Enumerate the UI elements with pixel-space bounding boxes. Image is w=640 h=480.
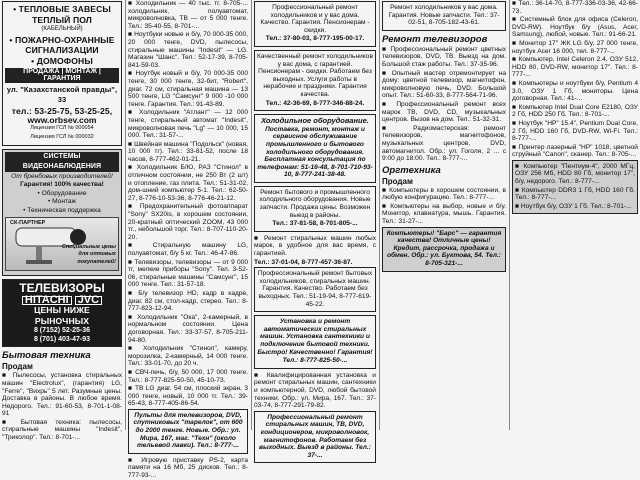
ad-phone: Тел.: 37-81-58, 8-701-805-... xyxy=(272,220,358,228)
tv-ad-phone-2: 8 (701) 403-47-93 xyxy=(33,335,91,343)
classified-item: ■ Телевизоры, телевизоры — от 9 000 тг, мелкие приборы "Sony". Тел. 3-52-06, стиральные машины "Самсунг", 15 000 тенге. Тел.: 31-57-18. xyxy=(128,258,248,289)
fridge-repair-ad-3 xyxy=(254,186,376,232)
classified-item: ■ Ноутбук новый и б/у, 70 000-35 000 тенге, 30 000 тенге, 32-бит, "Robert", диаг. 72 см, стиральная машина — 13 500 тенге, LG "Самсунг" 9 000 -10 000 тенге. Гарантия. Тел.: 91-43-89. xyxy=(128,70,248,108)
subsection-sell: Продам xyxy=(2,362,33,372)
column-1 xyxy=(2,0,122,442)
classified-item: ■ Холодильник — 40 тыс. тг. 8-705-... холодильник, полуавтомат, микроволновка, ТВ — от 5 000 тенге. Тел.: 35-40-55, 8-701-... xyxy=(128,0,248,30)
column-4 xyxy=(382,0,506,430)
classified-item: ■ Компьютеры и ноутбуки б/у, Pentium 4 3.0, ОЗУ 1 Гб, мониторы. Цена договорная. Тел.: 41-... xyxy=(512,79,638,103)
ad-line-warm-floor: ТЕПЛЫЙ ПОЛ xyxy=(32,15,92,25)
column-divider xyxy=(379,0,380,430)
column-2 xyxy=(128,0,248,480)
classified-item: ■ Холодильник "Атлант" — 12 000 тенге, стиральный автомат "Indesit", микроволновая печь "Lg" — 10 000, 15 000. Тел.: 31-57-... xyxy=(128,109,248,140)
cctv-list-item: • Оборудование xyxy=(37,189,87,197)
classified-item: ■ Холодильник Б/Ю, РАЗ "Стинол" в отличном состоянии, не 250 Вт (2 шт) и отопление, газ плита. Тел.: 51-31-02, дом-шний компьютер 5-1. Тел.: 62-50-27, 8-776-10-53-36, 8-776-46-21-12. xyxy=(128,164,248,202)
camera-caption: Специальные цены для оптовых покупателей! xyxy=(61,243,116,265)
classified-item: ■ Холодильник "Стинол", камеру, морозилка, 2-камерный, 14 000 тенге. Тел.: 33-01-70, до 20 ч. xyxy=(128,345,248,368)
camera-image xyxy=(5,217,119,271)
remote-controls-ad xyxy=(128,409,248,454)
classified-item: ■ Ноутбук "HP" 15.4", Pentium Dual Core, 2 Гб, HDD 160 Гб, DVD-RW, Wi-Fi. Тел.: 8-777-... xyxy=(512,119,638,143)
camera-brand: СК-ПАРТНЕР xyxy=(10,219,46,226)
fridge-repair-ad-2 xyxy=(254,50,376,111)
cctv-ad xyxy=(2,149,122,276)
washer-install-ad xyxy=(254,315,376,369)
ad-line-cable: (КАБЕЛЬНЫЙ) xyxy=(41,26,83,32)
classified-item: ■ Игровую приставку PS-2, карта памяти на 16 Мб, 25 дисков. Тел.: 8-777-93-... xyxy=(128,456,248,480)
ad-title: Холодильное оборудование. xyxy=(261,116,369,126)
cctv-title: СИСТЕМЫ ВИДЕОНАБЛЮДЕНИЯ xyxy=(5,152,119,172)
ad-text: Профессиональный ремонт холодильников и у вас дома. Качество. Гарантия. Пенсионерам - скидки. xyxy=(260,4,370,34)
classified-item: ■ Радиомастерская: ремонт телевизоров, магнитофонов, музыкальных центров, DVD, автомагнитол. Обр.: ул. Гоголя, 2 ... с 9:00 до 18:00. Тел.: 8-777-... xyxy=(382,124,506,163)
subsection-sell: Продам xyxy=(382,176,413,186)
classified-item: ■ Тел.: 36-14-70, 8-777-336-03-36, 42-66-73. xyxy=(512,0,638,15)
classified-item: ■ ТВ LG диаг. 54 см, плоский экран, 3 000 тенге, новый, 10 000 тг. Тел.: 39-65-43, 8-777-405-86-54. xyxy=(128,385,248,408)
company-phones: тел.: 53-25-75, 53-25-25, xyxy=(11,105,113,116)
tv-ad xyxy=(2,279,122,348)
company-address: ул. "Казахстанской правды", 33 xyxy=(6,84,118,104)
section-heading-tv-repair: Ремонт телевизоров xyxy=(382,33,488,45)
column-divider xyxy=(509,0,510,430)
column-5 xyxy=(512,0,638,430)
company-website: www.orbsev.com xyxy=(27,114,97,125)
classified-item: ■ Бытовая техника: пылесосы, стиральные машины "Indesit", "Триколор". Тел.: 8-701-... xyxy=(2,418,122,442)
classified-item: Тел.: 37-01-04, 8-777-457-36-87. xyxy=(254,258,353,266)
tv-brand-row xyxy=(5,293,119,306)
ad-phone: Тел.: 42-36-69, 8-777-346-88-24. xyxy=(265,99,365,107)
cctv-subtitle-2: Гарантия! 100% качества! xyxy=(20,181,104,189)
classified-item: ■ Опытный мастер отремонтирует на дому: цветной телевизор, магнитофон, микроволновую печь, DVD. Большой опыт. Тел.: 51-60-33, 8-777-564-71-96. xyxy=(382,69,506,100)
fridge-home-repair-ad xyxy=(382,1,506,31)
section-heading-office-equipment: Оргтехника xyxy=(382,164,441,176)
classified-item: ■ Компьютер DDR3 1 Гб, HDD 160 Гб. Тел.: 8-777-... xyxy=(515,186,635,202)
classified-item: ■ Принтер лазерный "HP" 1018, цветной струйный "Canon", сканер. Тел.: 8-705-... xyxy=(512,143,638,159)
ad-text: Профессиональный ремонт стиральных машин, ТВ, DVD, кондиционеров, микроволновок, магнитофонов. Работаем без выходных. Выезд в районы. Тел.: 37-... xyxy=(259,413,371,459)
tv-ad-phone: 8 (7152) 52-25-36 xyxy=(33,327,91,335)
cctv-list-item: • Монтаж xyxy=(47,198,77,206)
remote-controls-ad-text: Пульты для телевизоров, DVD, спутниковых "тарелок", от 600 до 2000 тенге. Новые. Обр.: ул. Мира, 167, маг. "Техн" (около тельевой лавки). Тел.: 8-777-... xyxy=(133,411,243,450)
classified-item: ■ Компьютер Intel Dual Core E2180, ОЗУ 2 Гб, HDD 250 Гб. Тел.: 8-701-... xyxy=(512,103,638,119)
tv-ad-line-2: РЫНОЧНЫХ xyxy=(34,316,90,327)
classified-item: ■ Компьютеры на выбор, новые и б/у. Монитор, клавиатура, мышь. Гарантия. Тел.: 31-27-... xyxy=(382,202,506,226)
classified-item: ■ СВЧ-печь, б/у, 50 000, 17 000 тенге. Тел.: 8-777-825-50-50, 45-10-73. xyxy=(128,368,248,384)
ad-text: Ремонт бытового и промышленного холодильного оборудования. Новые запчасти. Продажа цены. Возможен выезд в районы. xyxy=(259,188,371,219)
column-3 xyxy=(254,0,376,459)
license-number-2: Лицензия ГСЛ № 000032 xyxy=(30,133,94,140)
washer-repair-ad xyxy=(254,267,376,312)
classified-item: ■ Системный блок для офиса (Celeron, DVD-RW). Ноутбук б/у (Asus, Acer, Samsung), любой, новые. Тел.: 91-66-21. xyxy=(512,16,638,39)
classified-item: ■ Ноутбуки новые и б/у, 70 000-35 000, 20 000 тенге, DVD, пылесосы, стиральные машины "Indesit" — LG. Магазин "Шанс". Тел.: 52-17-39, 8-705-841-59-03. xyxy=(128,31,248,69)
refrigeration-equipment-ad xyxy=(254,114,376,183)
section-heading-appliances: Бытовая техника xyxy=(2,350,91,362)
fridge-repair-ad-1 xyxy=(254,1,376,47)
ad-line-fire-alarm: • ПОЖАРНО-ОХРАННЫЕ СИГНАЛИЗАЦИИ xyxy=(9,34,115,55)
classified-item: ■ Компьютер "Пентиум-4", 2000 МГц, ОЗУ 256 Мб, HDD 80 Гб, монитор 17", б/у, недорого. Тел.: 8-777-... xyxy=(515,162,635,186)
license-number: Лицензия ГСЛ № 000054 xyxy=(30,125,94,132)
ad-line-intercom: • ДОМОФОНЫ xyxy=(31,55,93,66)
classified-item: ■ Стиральную машину LG, полуавтомат, б/у 5 кг. Тел.: 46-47-86. xyxy=(128,242,248,257)
cctv-list-item: • Техническая поддержка xyxy=(23,206,101,214)
ad-text: Профессиональный ремонт бытовых холодильников, стиральных машин. Гарантия. Качество. Работаем без выходных. Тел.: 51-19-94, 8-777-619-45-22. xyxy=(257,270,373,308)
appliance-repair-ad xyxy=(254,411,376,464)
classified-item: ■ Компьютер. Intel Celeron 2.4, ОЗУ 512, HDD 80, DVD-RW, монитор 17". Тел.: 8-777-... xyxy=(512,56,638,79)
classified-item: ■ Холодильник "Ока", 2-камерный, в нормальном состоянии. Цена договорная. Тел.: 33-37-57, 8-705-211-94-80. xyxy=(128,313,248,344)
ad-phone: Тел.: 37-80-03, 8-777-195-00-17. xyxy=(265,35,365,43)
classified-item: ■ Квалифицированная установка и ремонт стиральных машин, сантехники и компьютерной, DVD, любой бытовой техники. Обр.: ул. Мира, 167. Тел.: 37-03-74, 8-777-291-79-82. xyxy=(254,371,376,410)
tv-brand-hitachi: HITACHI xyxy=(22,296,72,306)
ad-text: Поставка, ремонт, монтаж и сервисное обслуживание промышленного и бытового холодильного оборудования. Бесплатная консультация по телефонам: 51-16-48, 8-701-710-93-10, 8-777-241-38-48. xyxy=(257,125,373,179)
ad-text: Ремонт холодильников у вас дома. Гарантия. Новые запчасти. Тел.: 37-02-51, 8-705-182-43-61. xyxy=(388,4,500,27)
classified-item: ■ Профессиональный ремонт всех марок ТВ, DVD, CD, музыкальных центров. Вызов на дом. Тел.: 51-32-31. xyxy=(382,100,506,124)
cctv-subtitle-1: От бренбовых производителей! xyxy=(11,172,113,180)
tv-ad-title: ТЕЛЕВИЗОРЫ xyxy=(19,280,105,295)
column-divider xyxy=(251,0,252,430)
column-divider xyxy=(125,0,126,430)
classified-item: ■ Профессиональный ремонт цветных телевизоров, DVD, ТВ. Выезд на дом. Большой стаж работы. Тел.: 37-35-96. xyxy=(382,45,506,68)
ad-phone: Тел.: 8-777-825-50-... xyxy=(282,357,348,365)
ad-text: Качественный ремонт холодильников у вас дома, с гарантией. Пенсионерам - скидки. Работаем без выходных. Услуги работы в нерабочие и праздники. Гарантия качества. xyxy=(257,52,373,98)
classified-item: ■ Компьютеры в хорошем состоянии, в любую конфигурацию. Тел.: 8-777-... xyxy=(382,186,506,202)
ad-text: Установка и ремонт автоматических стиральных машин. Установка сантехники и подключение бытовой техники. Быстро! Качественно! Гарантия! xyxy=(257,318,373,356)
classified-item: ■ Монитор 17" ЖК LG б/у, 27 000 тенге, ноутбук Acer 16 000, тел. 8-777-... xyxy=(512,39,638,55)
tv-brand-jvc: JVC xyxy=(75,296,102,306)
sale-banner: ПРОДАЖА | МОНТАЖ | ГАРАНТИЯ xyxy=(5,68,119,83)
classified-item: ■ Пылесосы, установка стиральных машин "Electrolux", (гарантия) LG, "Ferre", "Вихрь" 5 лет. Разумные цены. Доставка в районы. В любое время. Недорого. Тел.: 91-60-53, 8-701-1-08-91 xyxy=(2,372,122,418)
classified-item: ■ Швейная машина "Подольск" (новая, 10 000 тг). Тел.: 33-81-52, после 18 часов, 8-777-462-01-21. xyxy=(128,140,248,163)
computer-store-ad xyxy=(382,227,506,272)
classified-item: ■ Ноутбук б/у, ОЗУ 1 Гб. Тел.: 8-701-... xyxy=(515,202,632,210)
ad-text: Компьютеры! "Барс" — гарантия качества! Отличные цены! Кредит, рассрочка, продажа и обмен. Обр.: ул. Буктова, 54. Тел.: 8-705-321-... xyxy=(386,229,502,268)
tv-ad-line-1: ЦЕНЫ НИЖЕ xyxy=(34,305,90,316)
highlighted-listings xyxy=(512,160,638,215)
classified-item: ■ Предохранительный фотоаппарат "Sony" SX20is, в хорошем состоянии, 20-кратный оптический ZOOM, 43 000 тг., небольшой торг. Тел.: 8-707-110-20-20. xyxy=(128,203,248,241)
security-ad xyxy=(2,1,122,146)
classified-item: ■ Ремонт стиральных машин любых марок, в удобное для вас время, с гарантией. xyxy=(254,234,376,258)
ad-line-heat-curtains: • ТЕПЛОВЫЕ ЗАВЕСЫ xyxy=(13,4,111,14)
classified-item: ■ Б/у телевизор HD, кадр в кадре, диаг. 82 см, стол-кадр, стерео. Тел.: 8-777-823-12-94. xyxy=(128,289,248,313)
